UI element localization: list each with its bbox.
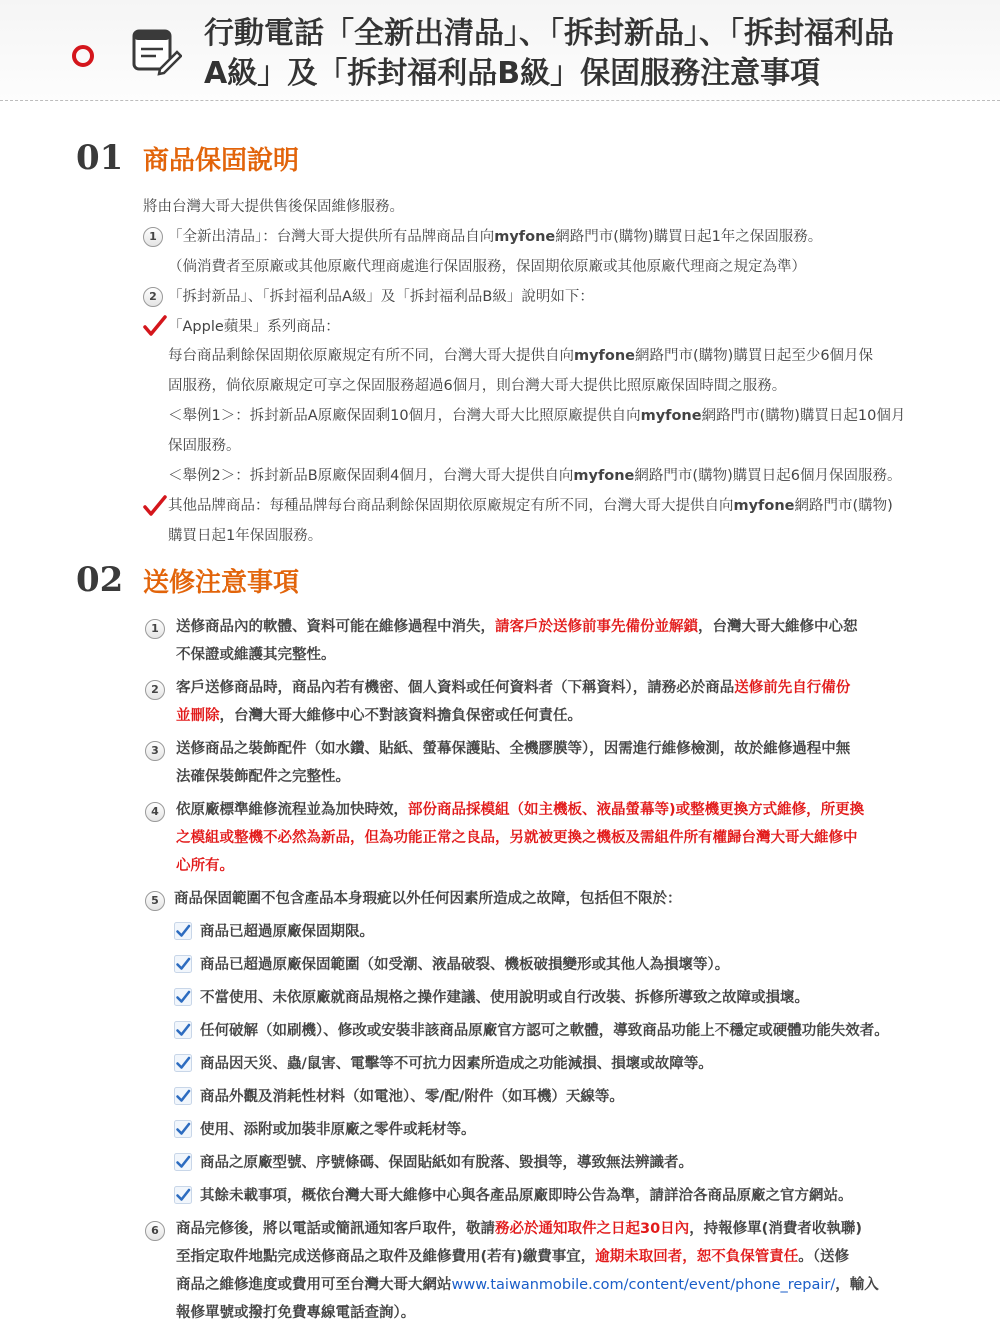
notice-1-line-1: 送修商品內的軟體、資料可能在維修過程中消失，請客戶於送修前事先備份並解鎖，台灣大哥大維修中心恕 (176, 619, 858, 635)
section-2-number: 02 (76, 560, 124, 600)
check-icon (174, 1021, 192, 1039)
item-2-text: 「拆封新品」、「拆封福利品A級」及「拆封福利品B級」說明如下： (168, 289, 594, 305)
exclusion-item: 使用、添附或加裝非原廠之零件或耗材等。 (200, 1122, 476, 1138)
example-1-line-2: 保固服務。 (168, 438, 241, 454)
page-header (0, 0, 1000, 100)
notice-6-line-2: 至指定取件地點完成送修商品之取件及維修費用(若有)繳費事宜，逾期未取回者，恕不負保管責任。（送修 (176, 1249, 850, 1265)
exclusion-item: 商品已超過原廠保固期限。 (200, 924, 374, 940)
check-icon (174, 955, 192, 973)
example-1-line-1: ＜舉例1＞：拆封新品A原廠保固剩10個月，台灣大哥大比照原廠提供自向myfone網路門市(購物)購買日起10個月 (168, 408, 906, 424)
check-icon (143, 314, 167, 338)
notice-4-line-3: 心所有。 (176, 858, 234, 874)
circle-bullet-icon (72, 45, 94, 67)
notice-6-line-1: 商品完修後，將以電話或簡訊通知客戶取件，敬請務必於通知取件之日起30日內，持報修單(消費者收執聯) (176, 1221, 862, 1237)
apple-heading: 「Apple蘋果」系列商品： (168, 319, 340, 335)
other-brands-line-1: 其他品牌商品：每種品牌每台商品剩餘保固期依原廠規定有所不同，台灣大哥大提供自向myfone網路門市(購物) (168, 498, 893, 514)
number-badge: 2 (143, 287, 163, 307)
number-badge: 4 (145, 802, 165, 822)
apple-text-line-1: 每台商品剩餘保固期依原廠規定有所不同，台灣大哥大提供自向myfone網路門市(購物)購買日起至少6個月保 (168, 348, 874, 364)
check-icon (174, 1120, 192, 1138)
notice-1-line-2: 不保證或維護其完整性。 (176, 647, 336, 663)
repair-status-link[interactable]: www.taiwanmobile.com/content/event/phone_repair/ (451, 1277, 836, 1293)
number-badge: 2 (145, 680, 165, 700)
exclusion-item: 其餘未載事項，概依台灣大哥大維修中心與各產品原廠即時公告為準，請詳洽各商品原廠之官方網站。 (200, 1188, 853, 1204)
notice-4-line-1: 依原廠標準維修流程並為加快時效，部份商品採模組（如主機板、液晶螢幕等)或整機更換方式維修，所更換 (176, 802, 865, 818)
number-badge: 6 (145, 1221, 165, 1241)
section-1-number: 01 (76, 138, 124, 178)
number-badge: 1 (143, 227, 163, 247)
document-pen-icon (130, 25, 182, 77)
example-2: ＜舉例2＞：拆封新品B原廠保固剩4個月，台灣大哥大提供自向myfone網路門市(購物)購買日起6個月保固服務。 (168, 468, 902, 484)
number-badge: 1 (145, 619, 165, 639)
exclusion-item: 商品已超過原廠保固範圍（如受潮、液晶破裂、機板破損變形或其他人為損壞等）。 (200, 957, 730, 973)
exclusion-item: 商品因天災、蟲/鼠害、電擊等不可抗力因素所造成之功能減損、損壞或故障等。 (200, 1056, 713, 1072)
check-icon (174, 1186, 192, 1204)
check-icon (174, 922, 192, 940)
check-icon (143, 494, 167, 518)
exclusion-item: 商品之原廠型號、序號條碼、保固貼紙如有脫落、毀損等，導致無法辨識者。 (200, 1155, 693, 1171)
title-line-1: 行動電話「全新出清品」、「拆封新品」、「拆封福利品 (204, 16, 894, 51)
item-1-note: （倘消費者至原廠或其他原廠代理商處進行保固服務，保固期依原廠或其他原廠代理商之規定為準） (168, 259, 806, 275)
exclusion-item: 商品外觀及消耗性材料（如電池）、零/配/附件（如耳機）天線等。 (200, 1089, 624, 1105)
other-brands-line-2: 購買日起1年保固服務。 (168, 528, 323, 544)
check-icon (174, 1054, 192, 1072)
notice-3-line-1: 送修商品之裝飾配件（如水鑽、貼紙、螢幕保護貼、全機膠膜等），因需進行維修檢測，故於維修過程中無 (176, 741, 851, 757)
section-1-intro: 將由台灣大哥大提供售後保固維修服務。 (143, 199, 404, 215)
exclusion-item: 不當使用、未依原廠就商品規格之操作建議、使用說明或自行改裝、拆修所導致之故障或損壞。 (200, 990, 809, 1006)
notice-2-line-1: 客戶送修商品時，商品內若有機密、個人資料或任何資料者（下稱資料），請務必於商品送修前先自行備份 (176, 680, 851, 696)
notice-5-text: 商品保固範圍不包含產品本身瑕疵以外任何因素所造成之故障，包括但不限於： (174, 891, 682, 907)
item-1-text: 「全新出清品」：台灣大哥大提供所有品牌商品自向myfone網路門市(購物)購買日起1年之保固服務。 (168, 229, 823, 245)
title-line-2: A級」及「拆封福利品B級」保固服務注意事項 (204, 56, 821, 91)
notice-3-line-2: 法確保裝飾配件之完整性。 (176, 769, 350, 785)
check-icon (174, 1153, 192, 1171)
number-badge: 5 (145, 891, 165, 911)
header-divider (0, 100, 1000, 101)
check-icon (174, 988, 192, 1006)
check-icon (174, 1087, 192, 1105)
notice-6-line-4: 報修單號或撥打免費專線電話查詢）。 (176, 1305, 416, 1321)
notice-4-line-2: 之模組或整機不必然為新品，但為功能正常之良品，另就被更換之機板及需組件所有權歸台灣大哥大維修中 (176, 830, 858, 846)
section-1-title: 商品保固說明 (143, 146, 300, 176)
apple-text-line-2: 固服務，倘依原廠規定可享之保固服務超過6個月，則台灣大哥大提供比照原廠保固時間之服務。 (168, 378, 787, 394)
section-2-title: 送修注意事項 (143, 568, 300, 598)
number-badge: 3 (145, 741, 165, 761)
notice-2-line-2: 並刪除，台灣大哥大維修中心不對該資料擔負保密或任何責任。 (176, 708, 582, 724)
notice-6-line-3: 商品之維修進度或費用可至台灣大哥大網站www.taiwanmobile.com/content/event/phone_repair/，輸入 (176, 1277, 879, 1293)
exclusion-item: 任何破解（如刷機）、修改或安裝非該商品原廠官方認可之軟體，導致商品功能上不穩定或硬體功能失效者。 (200, 1023, 889, 1039)
page-title (204, 14, 984, 94)
